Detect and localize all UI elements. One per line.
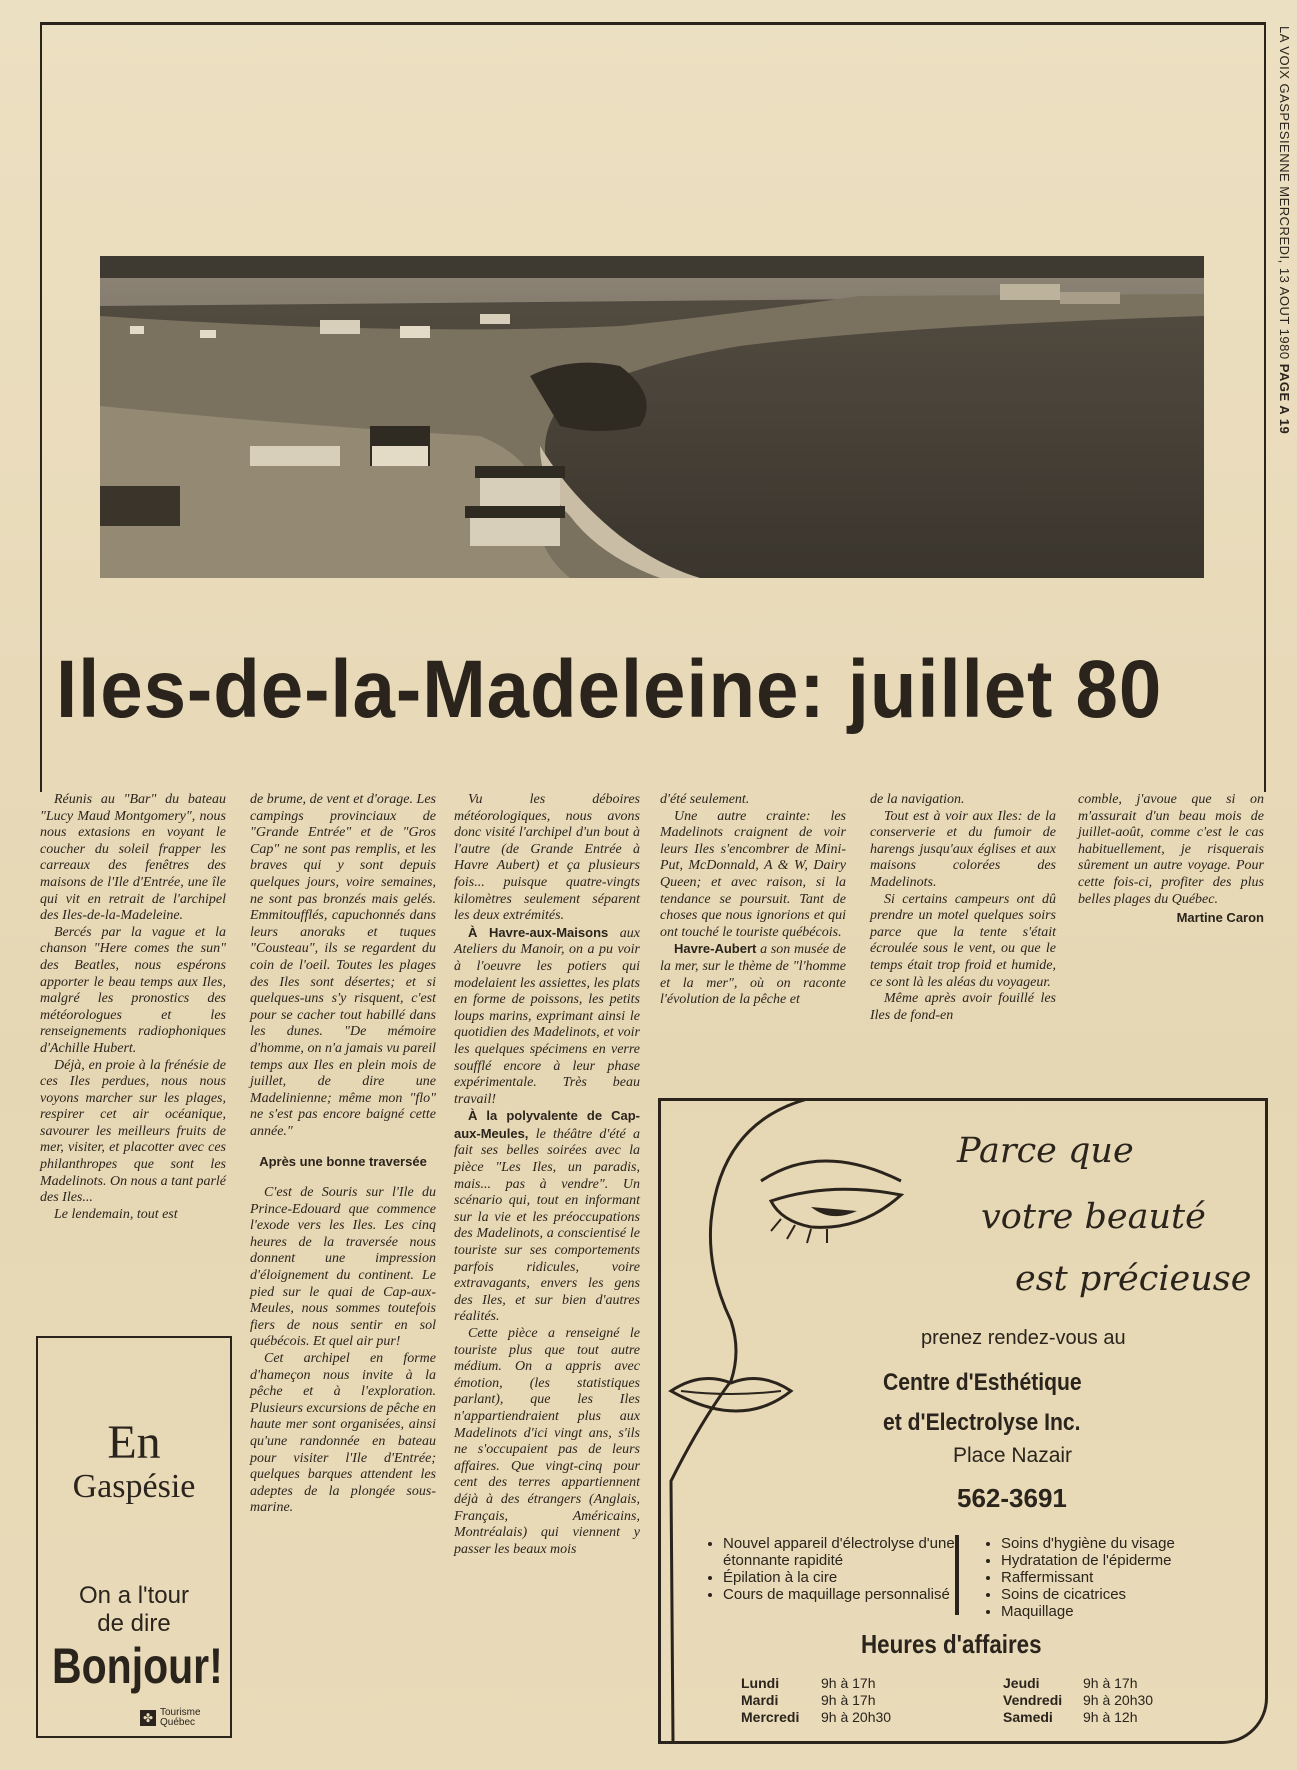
service-item: • Maquillage — [1001, 1603, 1241, 1620]
paragraph: Le lendemain, tout est — [54, 1206, 178, 1222]
ad-script-line1: Parce que — [957, 1131, 1134, 1171]
ad-en: En — [107, 1416, 161, 1469]
hours-day: Lundi — [741, 1675, 780, 1691]
paragraph: comble, j'avoue que si on m'assurait d'un beau mois de juillet-août, comme c'est le cas habituellement, je risquerais sûrement un autre voyage. Pour cette fois-ci, profiter des plus belles plages du Québec. — [1078, 792, 1264, 907]
hours-time: 9h à 20h30 — [1083, 1692, 1154, 1708]
business-location: Place Nazair — [953, 1444, 1073, 1467]
hours-title: Heures d'affaires — [861, 1629, 1042, 1659]
service-item: • Raffermissant — [1001, 1569, 1241, 1586]
hours-day: Samedi — [1003, 1709, 1053, 1725]
service-item: • Soins d'hygiène du visage — [1001, 1535, 1241, 1552]
paragraph: Déjà, en proie à la frénésie de ces Iles perdues, nous nous voyons marcher sur les plages, respirer cet air océanique, savourer les meilleurs fruits de mer, visiter, et placotter avec ces philanthropes que sont les Madelinots. On nous a tant parlé des Iles... — [40, 1057, 226, 1206]
hours-row — [1003, 1675, 1153, 1692]
ad-slogan-line1: On a l'tour — [79, 1582, 189, 1609]
paragraph: Cette pièce a renseigné le touriste plus que tout autre médium. On a appris avec émotion, (les statistiques parlant), que les Iles n'appartiendraient plus aux Madelinots d'ici vingt ans, s'ils ne s'occupaient pas de leurs affaires. Que vingt-cinq pour cent des terres appartiennent déjà à des étrangers (Anglais, Français, Américains, Montréalais) qui viennent y passer les beaux mois — [454, 1326, 640, 1557]
paragraph: de la navigation. — [870, 792, 965, 807]
article-column-2 — [250, 792, 436, 1517]
hours-row — [741, 1692, 891, 1709]
service-item: • Épilation à la cire — [723, 1569, 963, 1586]
services-list-right — [979, 1535, 1241, 1620]
lead-in: Havre-Aubert — [674, 941, 757, 957]
hours-row — [741, 1675, 891, 1692]
hours-day: Mercredi — [741, 1709, 800, 1725]
tourism-advertisement — [36, 1336, 232, 1738]
paragraph: d'été seulement. — [660, 792, 750, 807]
business-name — [883, 1363, 1082, 1443]
paragraph: de brume, de vent et d'orage. Les campings provinciaux de "Grande Entrée" et de "Gros Cap" ne sont pas remplis, et les braves qui y sont depuis quelques jours, voire semaines, ne sont pas bronzés mais gelés. Emmitoufflés, capuchonnés dans leurs anoraks et tuques "Cousteau", ils se regardent du coin de l'oeil. Toutes les plages des Iles sont désertes; et si quelques-uns s'y risquent, c'est pour se cacher tout habillé dans les dunes. "De mémoire d'homme, on n'a jamais vu pareil temps aux Iles en plein mois de juillet, de dire une Madelinienne; même mon "flo" ne s'est pas encore baigné cette année." — [250, 792, 436, 1139]
business-name-line1: Centre d'Esthétique — [883, 1369, 1082, 1396]
lead-in: À Havre-aux-Maisons — [468, 924, 609, 940]
hours-left — [741, 1675, 891, 1726]
article-column-3 — [454, 792, 640, 1558]
hours-time: 9h à 17h — [1083, 1675, 1138, 1691]
hours-day: Jeudi — [1003, 1675, 1040, 1691]
frame-top-rule — [40, 22, 1266, 25]
ad-slogan-line2: de dire — [97, 1610, 171, 1637]
hours-right — [1003, 1675, 1153, 1726]
article-column-1 — [40, 792, 226, 1223]
page-number: PAGE A 19 — [1277, 363, 1292, 435]
ad-script-line2: votre beauté — [981, 1197, 1206, 1237]
service-item: • Soins de cicatrices — [1001, 1586, 1241, 1603]
frame-left-rule — [40, 22, 42, 792]
paragraph: Tout est à voir aux Iles: de la conserverie et du fumoir de harengs jusqu'aux églises et aux maisons colorées des Madelinots. — [870, 808, 1056, 890]
paragraph: Cet archipel en forme d'hameçon nous invite à la pêche et à l'exploration. Plusieurs excursions de pêche en haute mer sont organisées, ainsi qu'une randonnée en bateau pour visiter l'Ile d'Entrée; quelques barques attendent les adeptes de la plongée sous-marine. — [250, 1351, 436, 1516]
tourism-brand — [160, 1708, 250, 1728]
service-item: • Nouvel appareil d'électrolyse d'une étonnante rapidité — [723, 1535, 963, 1569]
paragraph: Réunis au "Bar" du bateau "Lucy Maud Montgomery", nous nous extasions en voyant le coucher du soleil frapper les carreaux des fenêtres des maisons de l'Ile d'Entrée, une île qui vit en retrait de l'archipel des Iles-de-la-Madeleine. — [40, 792, 226, 924]
paragraph: Même après avoir fouillé les Iles de fond-en — [870, 991, 1056, 1023]
hours-time: 9h à 17h — [821, 1692, 876, 1708]
service-item: • Hydratation de l'épiderme — [1001, 1552, 1241, 1569]
paragraph: Une autre crainte: les Madelinots craignent de voir leurs Iles s'encombrer de Mini-Put, McDonnald, A & W, Dairy Queen; et avec raison, si la tendance se poursuit. Tant de choses que nous ignorions et qui ont touché le touriste québécois. — [660, 808, 846, 940]
subhead: Après une bonne traversée — [259, 1154, 427, 1170]
brand-line1: Tourisme — [160, 1707, 201, 1718]
hours-day: Vendredi — [1003, 1692, 1063, 1708]
page-header — [1262, 26, 1292, 486]
ad-slogan — [38, 1582, 230, 1638]
article-column-5 — [870, 792, 1056, 1024]
paragraph-text: a son musée de la mer, sur le thème de "l'homme et la mer", où on raconte l'évolution de la pêche et — [660, 942, 846, 1008]
ad-script-line3: est précieuse — [1015, 1259, 1252, 1299]
service-item: • Cours de maquillage personnalisé — [723, 1586, 963, 1603]
hours-row — [741, 1709, 891, 1726]
article-column-4 — [660, 792, 846, 1009]
ad-invite: prenez rendez-vous au — [921, 1327, 1126, 1349]
hours-time: 9h à 17h — [821, 1675, 876, 1691]
paragraph-text: aux Ateliers du Manoir, on a pu voir à l'oeuvre les potiers qui modelaient les assiettes, les plats en forme de poissons, les petits loups marins, exprimant ainsi le quotidien des Madelinots, et voir les quelques spécimens en verre soufflé encore à leur phase expérimentale. Très beau travail! — [454, 925, 640, 1107]
paragraph: Bercés par la vague et la chanson "Here comes the sun" des Beatles, nous espérons apporter le beau temps aux Iles, malgré les pronostics des météorologues et les renseignements radiophoniques d'Achille Hubert. — [40, 924, 226, 1056]
ad-region: Gaspésie — [72, 1468, 196, 1505]
beauty-advertisement — [658, 1098, 1268, 1744]
article-headline: Iles-de-la-Madeleine: juillet 80 — [56, 644, 1163, 735]
hours-row — [1003, 1709, 1153, 1726]
hours-row — [1003, 1692, 1153, 1709]
paragraph: Vu les déboires météorologiques, nous avons donc visité l'archipel d'un bout à l'autre (de Grande Entrée à Havre Aubert) et ça plusieurs fois... puisque quatre-vingts kilomètres seulement séparent les deux extrémités. — [454, 792, 640, 924]
business-name-line2: et d'Electrolyse Inc. — [883, 1409, 1081, 1436]
article-column-6 — [1078, 792, 1264, 927]
brand-line2: Québec — [160, 1717, 196, 1728]
paragraph-text: le théâtre d'été a fait ses belles soirées avec la pièce "Les Iles, un paradis, mais... pas à vendre". Un scénario qui, tout en informant sur la vie et les préoccupations des Madelinots, a conscientisé le touriste sur ses comportements parfois ridicules, voire extravagants, envers les gens des Iles, et sur bien d'autres réalités. — [454, 1126, 640, 1325]
hours-time: 9h à 20h30 — [821, 1709, 892, 1725]
paragraph: Si certains campeurs ont dû prendre un motel quelques soirs parce que la tente s'était écroulée sous le vent, ou que le temps était trop froid et humide, ce sont là les aléas du voyageur. — [870, 891, 1056, 990]
hours-day: Mardi — [741, 1692, 779, 1708]
hours-time: 9h à 12h — [1083, 1709, 1138, 1725]
author-signature: Martine Caron — [1176, 910, 1264, 926]
services-divider — [955, 1535, 959, 1615]
services-list-left — [701, 1535, 963, 1603]
publication-line: LA VOIX GASPESIENNE MERCREDI, 13 AOUT 1980 — [1277, 26, 1292, 360]
lead-in: À la polyvalente de Cap-aux-Meules, — [454, 1108, 640, 1141]
ad-bonjour: Bonjour! — [52, 1638, 223, 1694]
paragraph: C'est de Souris sur l'Ile du Prince-Edouard que commence l'exode vers les Iles. Les cinq heures de la traversée nous donnent une impression d'éloignement du continent. Le pied sur le quai de Cap-aux-Meules, nous sommes toutefois fiers de nous sentir en sol québécois. Et quel air pur! — [250, 1185, 436, 1350]
fleur-de-lis-icon: ✤ — [140, 1710, 156, 1726]
business-phone: 562-3691 — [957, 1483, 1067, 1513]
landscape-photo — [100, 256, 1204, 578]
